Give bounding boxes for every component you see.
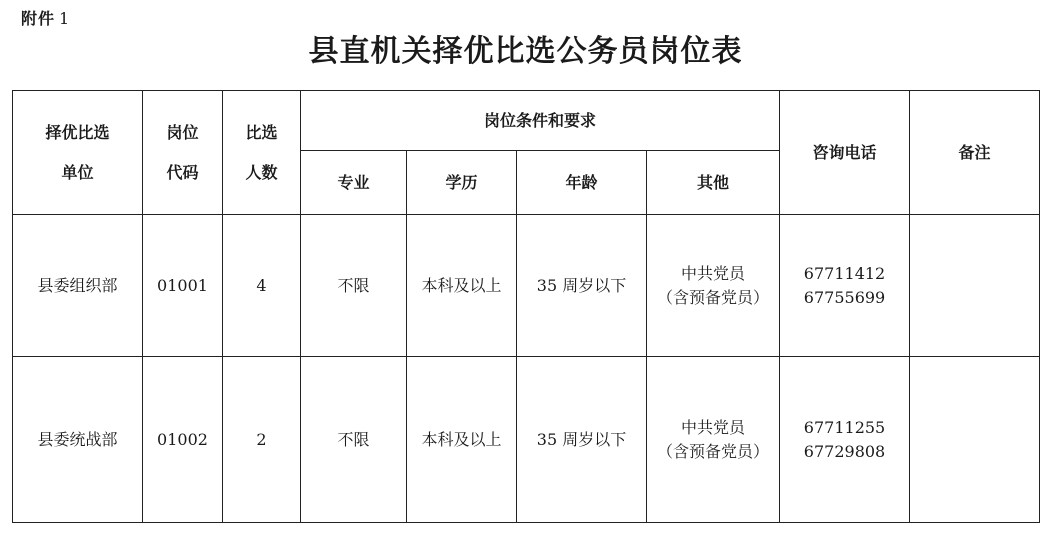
cell-major: 不限 (301, 215, 407, 357)
cell-education: 本科及以上 (407, 357, 517, 523)
cell-code: 01001 (143, 215, 223, 357)
header-education: 学历 (407, 151, 517, 215)
cell-count: 2 (223, 357, 301, 523)
header-phone: 咨询电话 (780, 91, 910, 215)
header-conditions: 岗位条件和要求 (301, 91, 780, 151)
cell-age: 35 周岁以下 (517, 357, 647, 523)
position-table (12, 90, 1040, 523)
cell-phone: 67711412 67755699 (780, 215, 910, 357)
cell-phone: 67711255 67729808 (780, 357, 910, 523)
attachment-number: 1 (59, 9, 71, 28)
header-other: 其他 (647, 151, 780, 215)
cell-unit: 县委组织部 (13, 215, 143, 357)
cell-unit: 县委统战部 (13, 357, 143, 523)
header-code: 岗位 代码 (143, 91, 223, 215)
header-age: 年龄 (517, 151, 647, 215)
header-unit: 择优比选 单位 (13, 91, 143, 215)
header-count: 比选 人数 (223, 91, 301, 215)
header-row-1 (13, 91, 1040, 151)
cell-remarks (910, 215, 1040, 357)
cell-count: 4 (223, 215, 301, 357)
cell-age: 35 周岁以下 (517, 215, 647, 357)
cell-other: 中共党员 （含预备党员） (647, 215, 780, 357)
cell-code: 01002 (143, 357, 223, 523)
cell-other: 中共党员 （含预备党员） (647, 357, 780, 523)
cell-education: 本科及以上 (407, 215, 517, 357)
attachment-label: 附件 1 (21, 9, 71, 28)
cell-remarks (910, 357, 1040, 523)
cell-major: 不限 (301, 357, 407, 523)
table-row (13, 215, 1040, 357)
header-remarks: 备注 (910, 91, 1040, 215)
page-title: 县直机关择优比选公务员岗位表 (308, 34, 743, 69)
table-row (13, 357, 1040, 523)
header-major: 专业 (301, 151, 407, 215)
